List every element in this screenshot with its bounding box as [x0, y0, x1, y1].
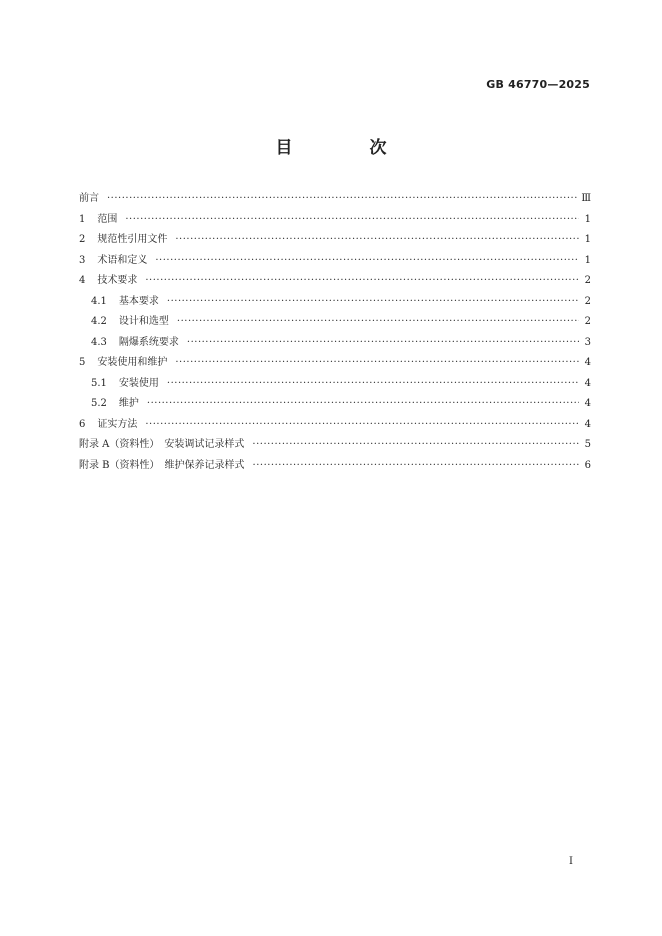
toc-leader-dots	[252, 435, 579, 456]
toc-entry-label	[79, 210, 117, 231]
toc-entry-page: 4	[584, 418, 591, 430]
toc-leader-dots	[253, 456, 579, 477]
toc-entry-page: 1	[584, 254, 591, 266]
toc-entry[interactable]	[79, 353, 591, 374]
toc-entry-label	[79, 353, 167, 374]
toc-entry-page: 2	[584, 275, 591, 286]
page-number: I	[569, 856, 573, 867]
toc-entry-page: 4	[584, 357, 591, 368]
toc-entry-page: 4	[584, 398, 591, 409]
toc-leader-dots	[167, 374, 579, 395]
toc-entry-text: 附录 B（资料性） 维护保养记录样式	[79, 459, 245, 471]
toc-entry-page: 4	[584, 377, 591, 389]
toc-entry[interactable]	[79, 435, 591, 456]
toc-entry-page: 2	[584, 295, 591, 307]
document-code: GB 46770—2025	[486, 78, 590, 91]
toc-entry-text: 维护	[118, 398, 139, 409]
toc-entry-number: 5.1	[91, 377, 107, 389]
toc-leader-dots	[167, 292, 579, 313]
toc-entry[interactable]	[79, 333, 591, 354]
toc-entry-page: 1	[584, 234, 591, 245]
toc-entry-text: 基本要求	[118, 295, 159, 307]
toc-entry-label	[79, 456, 245, 477]
toc-leader-dots	[147, 394, 579, 415]
toc-entry[interactable]	[79, 374, 591, 395]
toc-entry[interactable]	[79, 189, 591, 210]
toc-entry[interactable]	[79, 292, 591, 313]
toc-entry-text: 设计和选型	[118, 316, 169, 327]
toc-entry-text: 范围	[97, 213, 118, 225]
toc-entry-number: 4.1	[91, 295, 107, 307]
toc-entry[interactable]	[79, 271, 591, 292]
toc-entry-text: 技术要求	[97, 275, 138, 286]
toc-entry-text: 证实方法	[97, 418, 138, 430]
toc-entry-label	[79, 271, 137, 292]
toc-leader-dots	[145, 271, 579, 292]
toc-entry-label	[79, 251, 147, 272]
toc-entry-number: 2	[79, 234, 86, 245]
toc-entry-text: 安装使用和维护	[97, 357, 168, 368]
toc-leader-dots	[187, 333, 579, 354]
toc-entry-page: 6	[584, 459, 591, 471]
toc-entry-number: 5	[79, 357, 86, 368]
toc-leader-dots	[125, 210, 579, 231]
toc-entry-text: 隔爆系统要求	[118, 336, 179, 348]
toc-entry-text: 附录 A（资料性） 安装调试记录样式	[79, 439, 245, 450]
toc-leader-dots	[175, 230, 579, 251]
toc-entry-label	[91, 394, 139, 415]
toc-entry-number: 4.2	[91, 316, 107, 327]
page-title: 目 次	[275, 138, 417, 158]
toc-entry-text: 安装使用	[118, 377, 159, 389]
toc-entry-label	[91, 333, 179, 354]
toc-entry-label	[79, 189, 99, 210]
toc-entry-page: 1	[584, 213, 591, 225]
toc-entry-label	[79, 230, 167, 251]
toc-entry-label	[79, 435, 244, 456]
toc-entry[interactable]	[79, 312, 591, 333]
toc-entry-text: 前言	[79, 193, 99, 204]
toc-leader-dots	[155, 251, 579, 272]
toc-entry[interactable]	[79, 394, 591, 415]
toc-entry-number: 6	[79, 418, 86, 430]
toc-entry-label	[91, 312, 169, 333]
toc-entry-number: 1	[79, 213, 86, 225]
toc-entry-text: 术语和定义	[97, 254, 148, 266]
toc-leader-dots	[177, 312, 579, 333]
toc-entry-page: 2	[584, 316, 591, 327]
toc-leader-dots	[107, 189, 577, 210]
toc-leader-dots	[145, 415, 579, 436]
toc-entry-label	[91, 374, 159, 395]
toc-entry-page: 3	[584, 336, 591, 348]
toc-entry-text: 规范性引用文件	[97, 234, 168, 245]
toc-entry-number: 4.3	[91, 336, 107, 348]
toc-entry-number: 5.2	[91, 398, 107, 409]
toc-entry[interactable]	[79, 251, 591, 272]
toc-entry[interactable]	[79, 456, 591, 477]
toc-entry-number: 3	[79, 254, 86, 266]
toc-entry[interactable]	[79, 210, 591, 231]
toc-entry-label	[91, 292, 159, 313]
toc-entry[interactable]	[79, 230, 591, 251]
toc-entry-number: 4	[79, 275, 86, 286]
toc-entry-page: Ⅲ	[581, 193, 591, 204]
toc-entry-page: 5	[584, 439, 591, 450]
toc-entry-label	[79, 415, 137, 436]
toc-entry[interactable]	[79, 415, 591, 436]
toc-leader-dots	[175, 353, 579, 374]
table-of-contents	[79, 189, 591, 476]
